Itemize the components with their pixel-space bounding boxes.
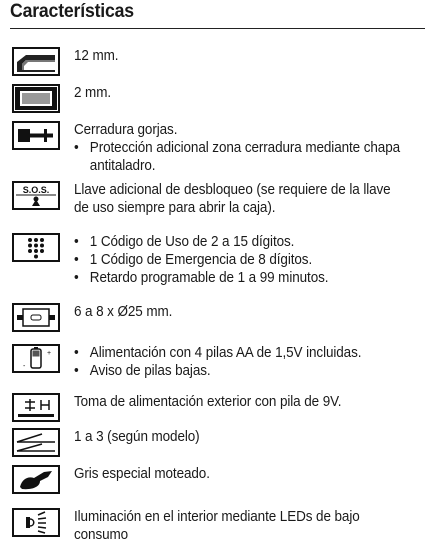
svg-text:-: - bbox=[23, 363, 26, 370]
paint-brush-icon bbox=[12, 465, 60, 494]
bullet-item: • Protección adicional zona cerradura mediante chapa bbox=[74, 140, 401, 156]
feature-text: 6 a 8 x Ø25 mm. bbox=[74, 304, 173, 320]
feature-text: Llave adicional de desbloqueo (se requiere de la llave bbox=[74, 182, 391, 198]
page-title: Características bbox=[10, 1, 134, 22]
bullet-item: • 1 Código de Emergencia de 8 dígitos. bbox=[74, 252, 313, 268]
bullet-text: 1 Código de Uso de 2 a 15 dígitos. bbox=[89, 234, 295, 250]
feature-row bbox=[12, 428, 423, 457]
feature-row bbox=[12, 233, 423, 287]
bullet-item: • Retardo programable de 1 a 99 minutos. bbox=[74, 270, 329, 286]
door-frame-icon bbox=[12, 84, 60, 113]
external-power-icon bbox=[12, 393, 60, 422]
thickness-profile-icon bbox=[12, 47, 60, 76]
bullet-text: Aviso de pilas bajas. bbox=[89, 363, 211, 379]
feature-text: Cerradura gorjas. bbox=[74, 122, 178, 138]
keypad-icon bbox=[12, 233, 60, 262]
led-light-icon bbox=[12, 508, 60, 537]
shelf-icon bbox=[12, 428, 60, 457]
bullet-item: • Alimentación con 4 pilas AA de 1,5V incluidas. bbox=[74, 345, 362, 361]
feature-text: consumo bbox=[74, 527, 129, 543]
sos-key-icon bbox=[12, 181, 60, 210]
feature-row bbox=[12, 84, 423, 113]
feature-row bbox=[12, 47, 423, 76]
bullet-continuation: antitaladro. bbox=[89, 158, 156, 174]
bullet-text: Alimentación con 4 pilas AA de 1,5V incluidas. bbox=[89, 345, 362, 361]
feature-text: Gris especial moteado. bbox=[74, 466, 210, 482]
bullet-item: • Aviso de pilas bajas. bbox=[74, 363, 211, 379]
feature-row bbox=[12, 181, 423, 217]
feature-row bbox=[12, 344, 423, 380]
feature-text: 1 a 3 (según modelo) bbox=[74, 429, 200, 445]
bullet-text: Retardo programable de 1 a 99 minutos. bbox=[89, 270, 329, 286]
title-divider bbox=[10, 28, 425, 29]
feature-text: Iluminación en el interior mediante LEDs de bajo bbox=[74, 509, 360, 525]
feature-text: de uso siempre para abrir la caja). bbox=[74, 200, 276, 216]
svg-text:S.O.S.: S.O.S. bbox=[22, 185, 50, 195]
feature-row bbox=[12, 393, 423, 422]
bullet-text: 1 Código de Emergencia de 8 dígitos. bbox=[89, 252, 313, 268]
bullet-item: • 1 Código de Uso de 2 a 15 dígitos. bbox=[74, 234, 295, 250]
feature-row bbox=[12, 303, 423, 332]
svg-text:+: + bbox=[47, 350, 52, 357]
feature-row bbox=[12, 121, 423, 175]
feature-text: Toma de alimentación exterior con pila de 9V. bbox=[74, 394, 342, 410]
feature-text: 2 mm. bbox=[74, 85, 111, 101]
bullet-text: Protección adicional zona cerradura mediante chapa bbox=[89, 140, 401, 156]
anchor-holes-icon bbox=[12, 303, 60, 332]
lock-bolt-icon bbox=[12, 121, 60, 150]
feature-text: 12 mm. bbox=[74, 48, 119, 64]
battery-icon bbox=[12, 344, 60, 373]
feature-row bbox=[12, 465, 423, 494]
feature-row bbox=[12, 508, 423, 543]
